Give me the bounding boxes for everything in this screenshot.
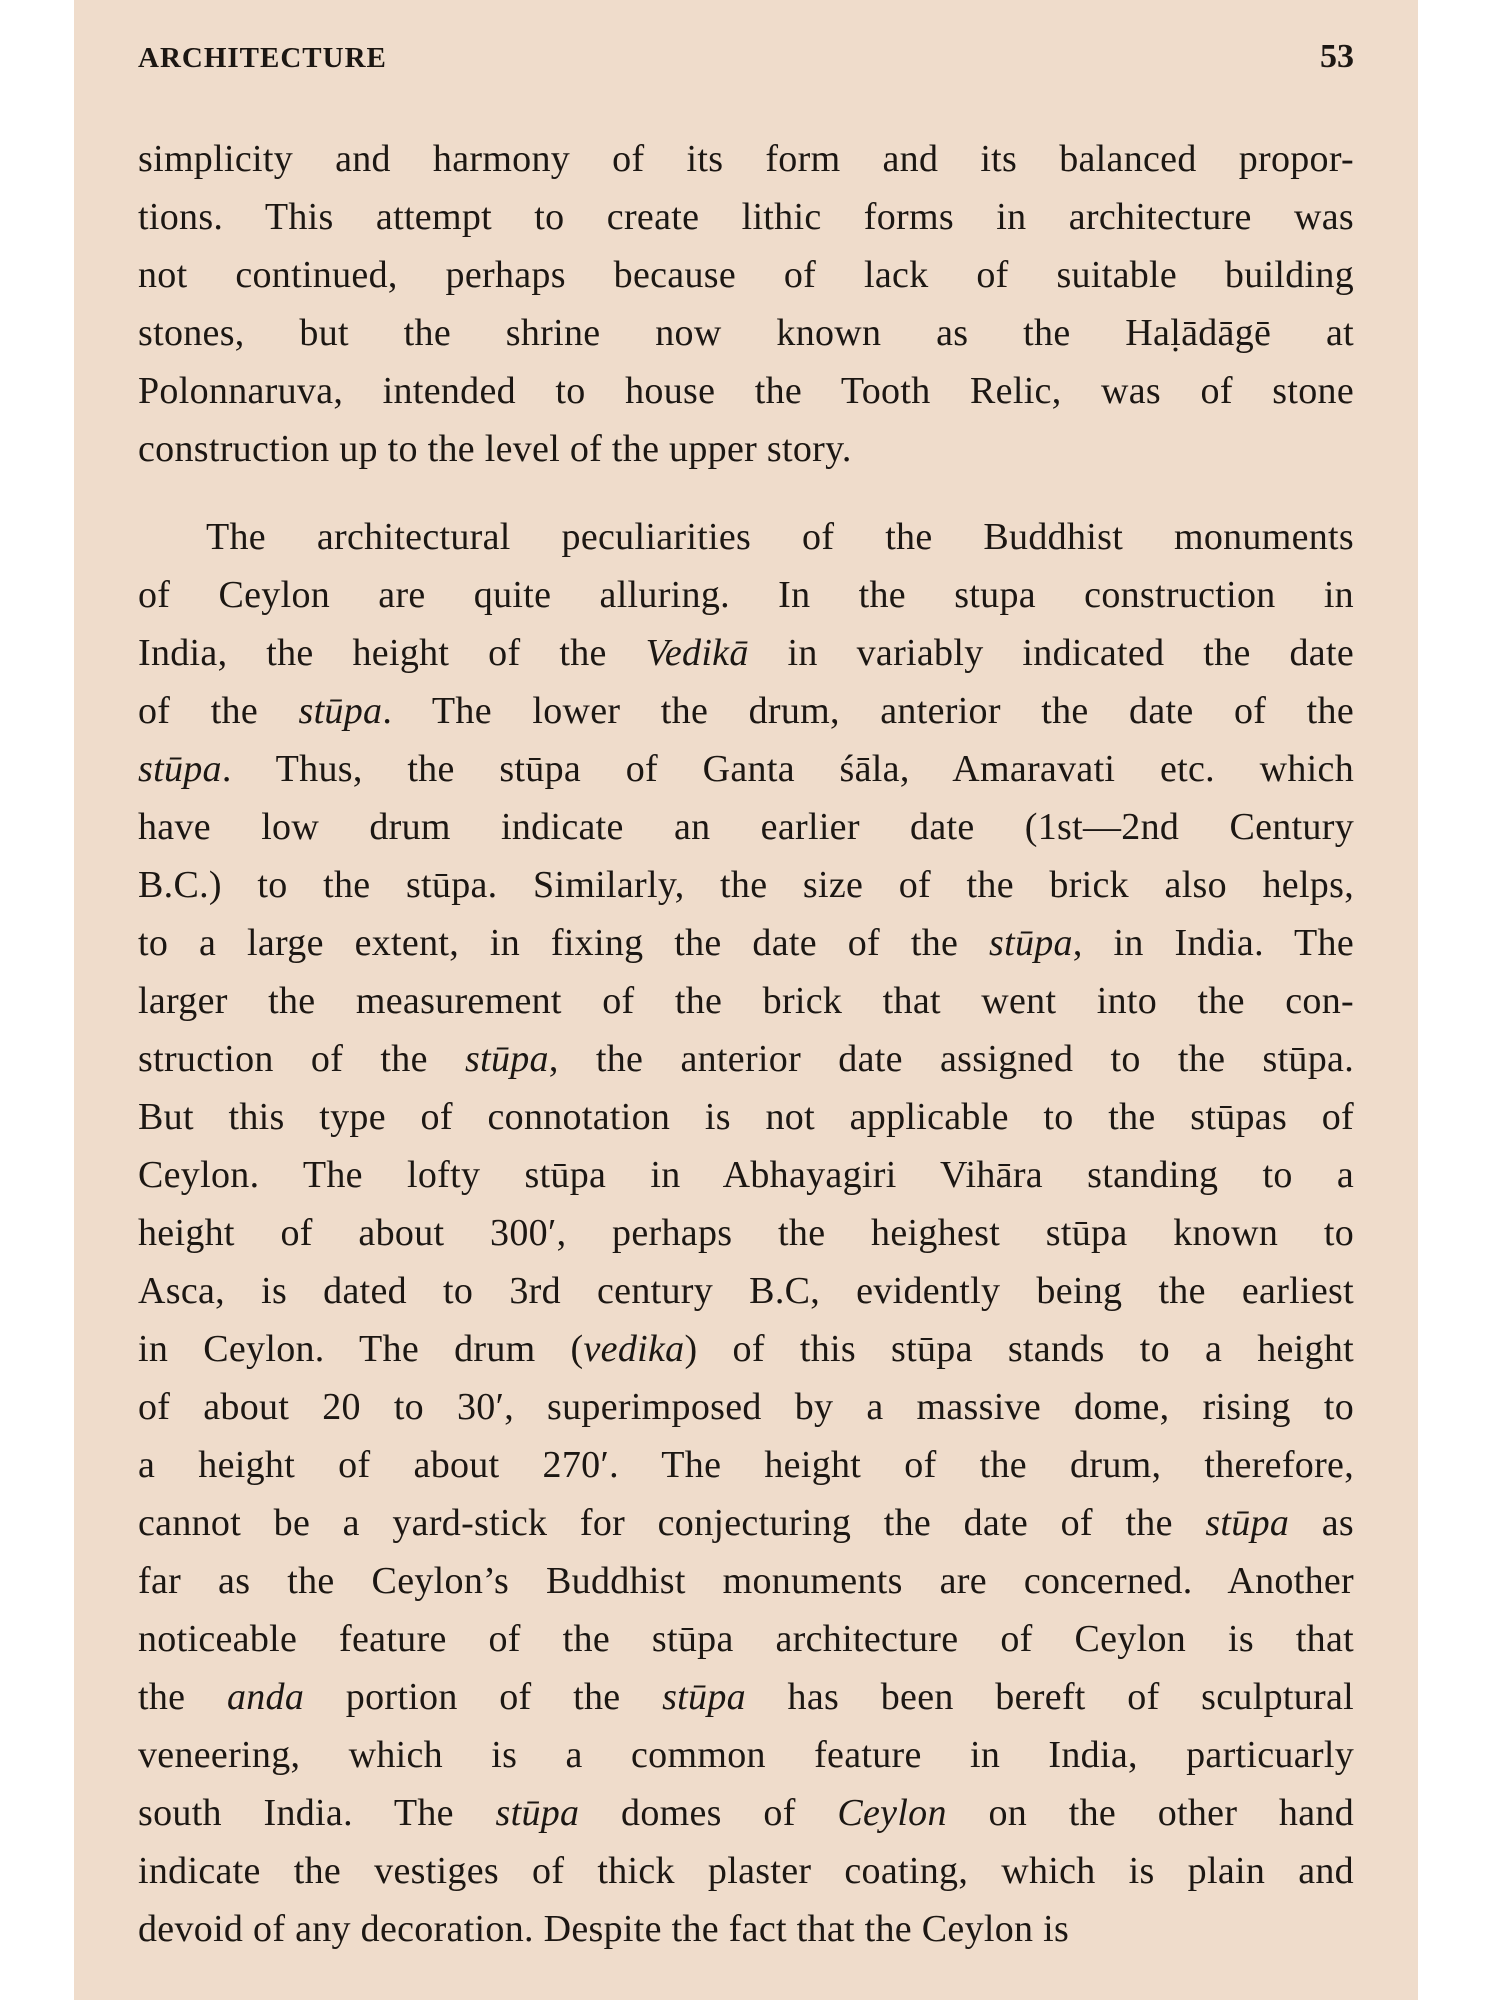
text-segment: of about 20 to 30′, superimposed by a massive dome, rising to	[138, 1386, 1354, 1428]
text-segment: have low drum indicate an earlier date (1st—2nd Century	[138, 806, 1354, 848]
text-line	[138, 914, 1354, 972]
italic-term: stūpa	[989, 922, 1073, 964]
page-header	[138, 38, 1354, 78]
text-segment: the	[138, 1676, 227, 1718]
text-line	[138, 624, 1354, 682]
text-segment: devoid of any decoration. Despite the fact that the Ceylon is	[138, 1908, 1070, 1950]
text-segment: veneering, which is a common feature in India, particuarly	[138, 1734, 1354, 1776]
text-line	[138, 1610, 1354, 1668]
text-segment: portion of the	[304, 1676, 663, 1718]
page-number: 53	[1320, 38, 1354, 75]
text-line	[138, 1088, 1354, 1146]
text-line	[138, 1552, 1354, 1610]
text-line	[138, 420, 1354, 478]
text-line	[138, 508, 1354, 566]
text-segment: Polonnaruva, intended to house the Tooth Relic, was of stone	[138, 370, 1354, 412]
text-segment: . The lower the drum, anterior the date of the	[382, 690, 1354, 732]
text-segment: tions. This attempt to create lithic forms in architecture was	[138, 196, 1354, 238]
text-line	[138, 1436, 1354, 1494]
text-segment: Ceylon. The lofty stūpa in Abhayagiri Vihāra standing to a	[138, 1154, 1354, 1196]
italic-term: anda	[226, 1676, 305, 1718]
paragraph	[138, 508, 1354, 1958]
text-line	[138, 188, 1354, 246]
text-line	[138, 1842, 1354, 1900]
paragraph	[138, 130, 1354, 478]
text-line	[138, 1262, 1354, 1320]
text-line	[138, 246, 1354, 304]
text-line	[138, 1320, 1354, 1378]
text-segment: of the	[138, 690, 299, 732]
text-line	[138, 1378, 1354, 1436]
italic-term: stūpa	[495, 1792, 580, 1834]
text-line	[138, 130, 1354, 188]
text-segment: India, the height of the	[138, 632, 646, 674]
text-segment: ) of this stūpa stands to a height	[684, 1328, 1354, 1370]
text-line	[138, 1784, 1354, 1842]
text-segment: far as the Ceylon’s Buddhist monuments are concerned. Another	[138, 1560, 1354, 1602]
text-line	[138, 304, 1354, 362]
text-line	[138, 856, 1354, 914]
body-text	[138, 130, 1354, 1958]
italic-term: stūpa	[298, 690, 383, 732]
italic-term: stūpa	[662, 1676, 746, 1718]
text-line	[138, 566, 1354, 624]
text-segment: has been bereft of sculptural	[745, 1676, 1355, 1718]
text-line	[138, 1494, 1354, 1552]
text-segment: on the other hand	[946, 1792, 1354, 1834]
text-segment: of Ceylon are quite alluring. In the stupa construction in	[138, 574, 1354, 616]
paragraph-gap	[138, 478, 1354, 508]
text-segment: to a large extent, in fixing the date of the	[138, 922, 989, 964]
italic-term: vedika	[583, 1328, 685, 1370]
text-segment: , in India. The	[1072, 922, 1354, 964]
text-segment: a height of about 270′. The height of the drum, therefore,	[138, 1444, 1354, 1486]
text-segment: simplicity and harmony of its form and its balanced propor-	[138, 138, 1354, 180]
text-line	[138, 740, 1354, 798]
text-segment: The architectural peculiarities of the Buddhist monuments	[206, 516, 1354, 558]
text-line	[138, 1204, 1354, 1262]
text-line	[138, 362, 1354, 420]
italic-term: stūpa	[1205, 1502, 1290, 1544]
text-segment: domes of	[579, 1792, 838, 1834]
text-segment: But this type of connotation is not applicable to the stūpas of	[138, 1096, 1354, 1138]
text-segment: struction of the	[138, 1038, 465, 1080]
text-line	[138, 1030, 1354, 1088]
text-segment: as	[1289, 1502, 1354, 1544]
text-segment: in variably indicated the date	[748, 632, 1354, 674]
italic-term: Ceylon	[837, 1792, 947, 1834]
text-segment: in Ceylon. The drum (	[138, 1328, 584, 1370]
italic-term: stūpa	[138, 748, 222, 790]
text-segment: south India. The	[138, 1792, 496, 1834]
text-line	[138, 1668, 1354, 1726]
text-segment: , the anterior date assigned to the stūpa.	[548, 1038, 1354, 1080]
text-segment: noticeable feature of the stūpa architecture of Ceylon is that	[138, 1618, 1354, 1660]
text-segment: indicate the vestiges of thick plaster coating, which is plain and	[138, 1850, 1354, 1892]
text-segment: larger the measurement of the brick that went into the con-	[138, 980, 1354, 1022]
italic-term: Vedikā	[645, 632, 749, 674]
text-segment: not continued, perhaps because of lack of suitable building	[138, 254, 1354, 296]
text-line	[138, 798, 1354, 856]
text-segment: stones, but the shrine now known as the Haḷādāgē at	[138, 312, 1354, 354]
text-segment: height of about 300′, perhaps the heighest stūpa known to	[138, 1212, 1354, 1254]
italic-term: stūpa	[465, 1038, 549, 1080]
text-segment: construction up to the level of the upper story.	[138, 428, 852, 470]
text-line	[138, 1900, 1354, 1958]
text-segment: . Thus, the stūpa of Ganta śāla, Amaravati etc. which	[221, 748, 1354, 790]
text-line	[138, 972, 1354, 1030]
running-head: ARCHITECTURE	[138, 42, 387, 74]
text-segment: cannot be a yard-stick for conjecturing the date of the	[138, 1502, 1206, 1544]
text-segment: B.C.) to the stūpa. Similarly, the size of the brick also helps,	[138, 864, 1354, 906]
book-page	[74, 0, 1418, 2000]
text-line	[138, 1726, 1354, 1784]
text-line	[138, 1146, 1354, 1204]
text-line	[138, 682, 1354, 740]
text-segment: Asca, is dated to 3rd century B.C, evidently being the earliest	[138, 1270, 1354, 1312]
